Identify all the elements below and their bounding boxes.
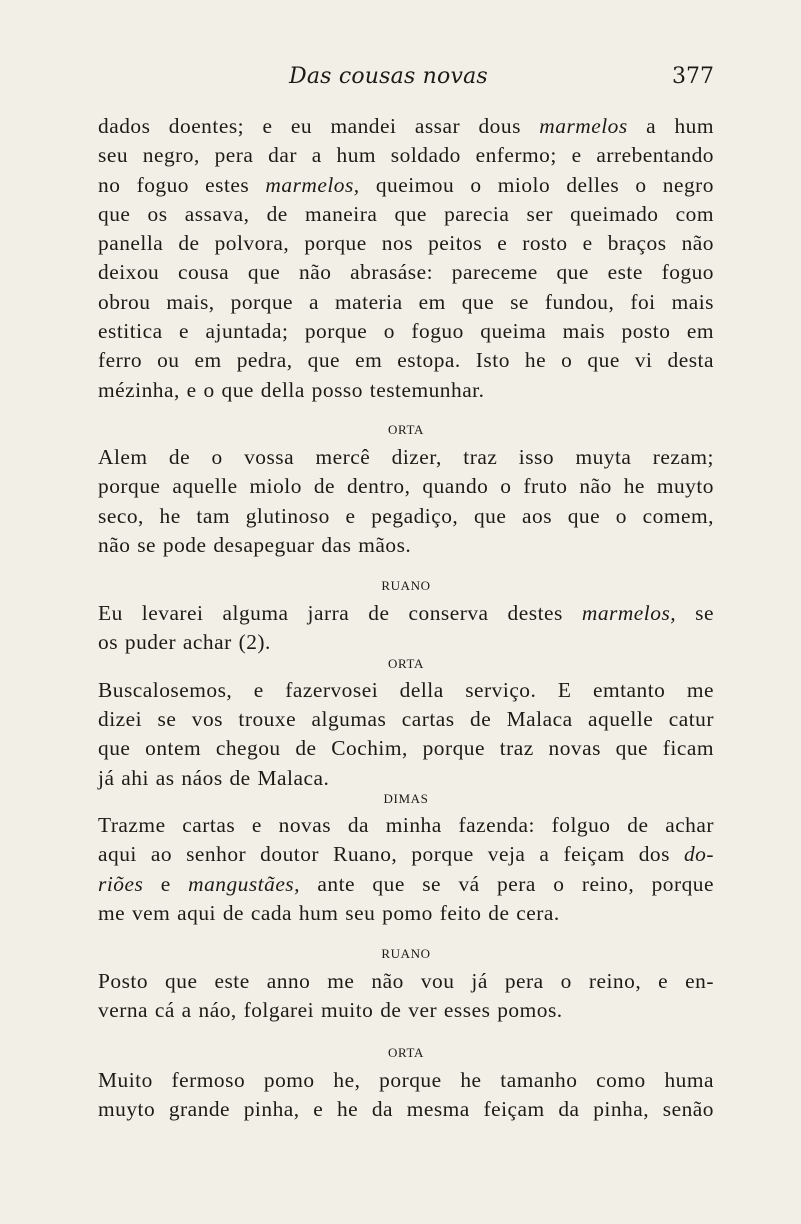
text-line: Buscalosemos, e fazervosei della serviço. E emtanto me [98,677,714,702]
text-line: no foguo estes marmelos, queimou o miolo delles o negro [98,172,714,197]
text-line: ferro ou em pedra, que em estopa. Isto he o que vi desta [98,348,714,373]
speaker-name: RUANO [381,578,431,594]
text-line: seco, he tam glutinoso e pegadiço, que aos que o comem, [98,503,714,528]
paragraph [98,443,714,560]
paragraph [98,967,714,1026]
text-line: porque aquelle miolo de dentro, quando o fruto não he muyto [98,474,714,499]
speaker-name: ORTA [388,655,424,671]
text-line: já ahi as náos de Malaca. [98,765,330,790]
text-line: Alem de o vossa mercê dizer, traz isso muyta rezam; [98,444,714,469]
text-line: seu negro, pera dar a hum soldado enfermo; e arrebentando [98,143,714,168]
speaker-name: ORTA [388,421,424,437]
text-line: Trazme cartas e novas da minha fazenda: folguo de achar [98,812,714,837]
text-line: estitica e ajuntada; porque o foguo queima mais posto em [98,319,714,344]
text-line: riões e mangustães, ante que se vá pera o reino, porque [98,871,714,896]
text-line: Posto que este anno me não vou já pera o reino, e en- [98,969,714,994]
paragraph [98,112,714,405]
text-line: panella de polvora, porque nos peitos e rosto e braços não [98,231,714,256]
running-title: Das cousas novas [289,64,488,89]
speaker-name: DIMAS [383,790,429,806]
text-line: que os assava, de maneira que parecia ser queimado com [98,201,714,226]
paragraph [98,599,714,658]
text-line: não se pode desapeguar das mãos. [98,532,412,557]
paragraph [98,811,714,928]
text-line: Eu levarei alguma jarra de conserva destes marmelos, se [98,601,714,626]
text-line: mézinha, e o que della posso testemunhar. [98,377,485,402]
text-line: deixou cousa que não abrasáse: pareceme que este foguo [98,260,714,285]
text-line: muyto grande pinha, e he da mesma feiçam da pinha, senão [98,1097,714,1122]
running-head [289,64,714,98]
speaker-name: RUANO [381,946,431,962]
paragraph [98,1066,714,1125]
text-line: aqui ao senhor doutor Ruano, porque veja a feiçam dos do- [98,842,714,867]
text-line: Muito fermoso pomo he, porque he tamanho como huma [98,1067,714,1092]
text-line: dados doentes; e eu mandei assar dous marmelos a hum [98,114,714,138]
text-line: verna cá a náo, folgarei muito de ver esses pomos. [98,998,563,1023]
page-number: 377 [672,64,714,89]
speaker-name: ORTA [388,1044,424,1060]
text-line: os puder achar (2). [98,630,271,655]
text-line: que ontem chegou de Cochim, porque traz novas que ficam [98,736,714,761]
text-line: dizei se vos trouxe algumas cartas de Malaca aquelle catur [98,707,714,732]
text-line: obrou mais, porque a materia em que se fundou, foi mais [98,289,714,314]
text-line: me vem aqui de cada hum seu pomo feito de cera. [98,900,560,925]
text-block [98,112,714,1124]
paragraph [98,676,714,793]
